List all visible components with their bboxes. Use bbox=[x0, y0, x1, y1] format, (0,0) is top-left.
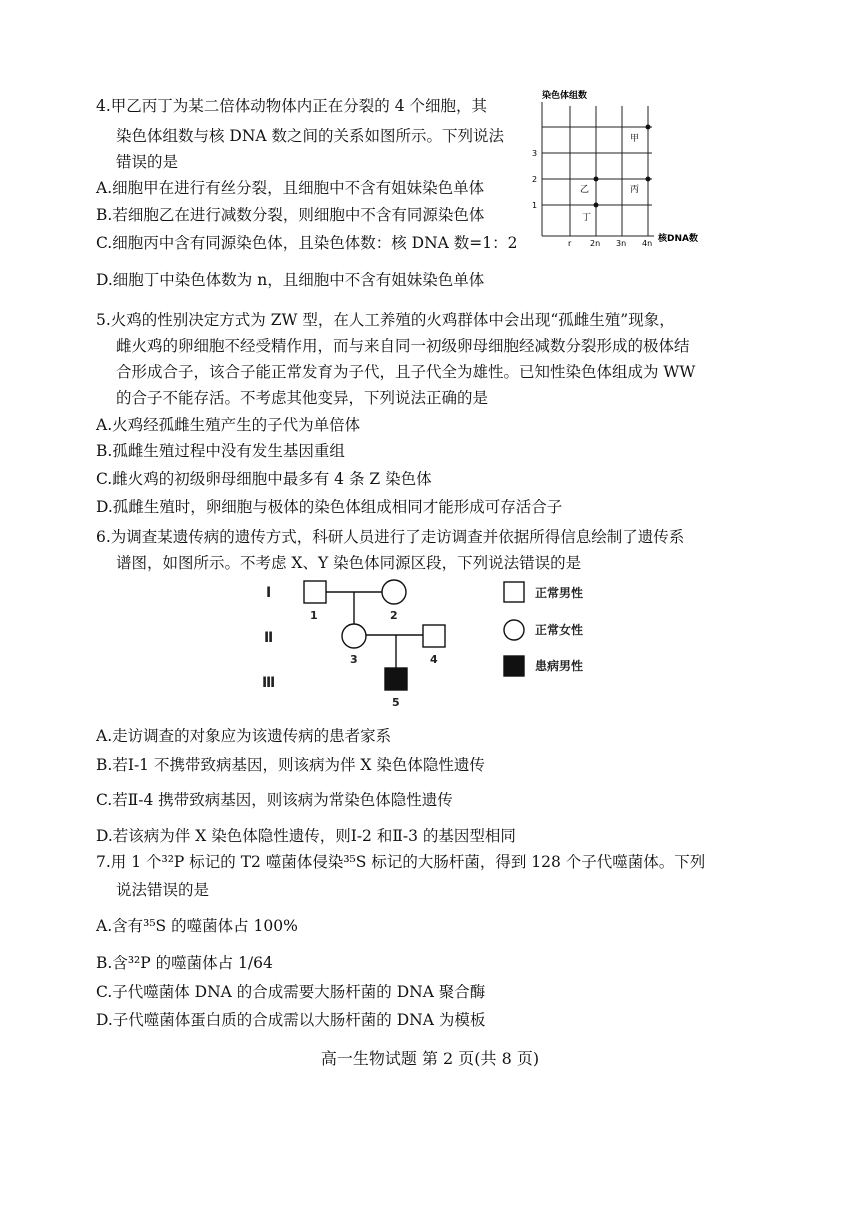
x-axis-label: 核DNA数 bbox=[658, 234, 698, 244]
id-2: 2 bbox=[390, 609, 398, 622]
legend-normal-female-icon bbox=[504, 620, 524, 640]
q7-option-a: A.含有³⁵S 的噬菌体占 100% bbox=[96, 917, 298, 935]
page-footer: 高一生物试题 第 2 页(共 8 页) bbox=[320, 1049, 540, 1068]
q7-option-b: B.含³²P 的噬菌体占 1/64 bbox=[96, 954, 273, 972]
q4-stem-line3: 错误的是 bbox=[116, 153, 179, 171]
legend-affected-male: 患病男性 bbox=[535, 659, 584, 673]
q5-stem-line4: 的合子不能存活。不考虑其他变异，下列说法正确的是 bbox=[116, 389, 489, 407]
legend-affected-male-icon bbox=[504, 656, 524, 676]
q6-stem-line1: 6.为调查某遗传病的遗传方式，科研人员进行了走访调查并依据所得信息绘制了遗传系 bbox=[96, 528, 685, 546]
generation-1: Ⅰ bbox=[266, 585, 272, 601]
q6-option-b: B.若Ⅰ-1 不携带致病基因，则该病为伴 X 染色体隐性遗传 bbox=[96, 756, 485, 774]
q4-stem-line1: 4.甲乙丙丁为某二倍体动物体内正在分裂的 4 个细胞，其 bbox=[96, 97, 488, 115]
id-1: 1 bbox=[310, 609, 318, 622]
id-5: 5 bbox=[392, 696, 400, 709]
individual-4-normal-male bbox=[423, 625, 445, 647]
q7-option-c: C.子代噬菌体 DNA 的合成需要大肠杆菌的 DNA 聚合酶 bbox=[96, 983, 486, 1001]
y-axis-label: 染色体组数 bbox=[542, 91, 588, 101]
q4-option-a: A.细胞甲在进行有丝分裂，且细胞中不含有姐妹染色单体 bbox=[96, 179, 485, 197]
legend-normal-male: 正常男性 bbox=[535, 586, 584, 600]
legend-normal-female: 正常女性 bbox=[535, 623, 584, 637]
individual-2-normal-female bbox=[382, 580, 406, 604]
q5-stem-line2: 雌火鸡的卵细胞不经受精作用，而与来自同一初级卵母细胞经减数分裂形成的极体结 bbox=[116, 337, 690, 355]
point-bing bbox=[646, 177, 651, 182]
q4-chart bbox=[530, 86, 720, 246]
q4-option-c: C.细胞丙中含有同源染色体，且染色体数：核 DNA 数=1：2 bbox=[96, 234, 518, 252]
x-tick-4n: 4n bbox=[642, 239, 653, 246]
q6-option-c: C.若Ⅱ-4 携带致病基因，则该病为常染色体隐性遗传 bbox=[96, 791, 453, 809]
q5-stem-line3: 合形成合子，该合子能正常发育为子代，且子代全为雄性。已知性染色体组成为 WW bbox=[116, 363, 696, 381]
legend-normal-male-icon bbox=[504, 582, 524, 602]
label-ding: 丁 bbox=[582, 213, 592, 223]
q5-option-d: D.孤雌生殖时，卵细胞与极体的染色体组成相同才能形成可存活合子 bbox=[96, 498, 563, 516]
q4-option-d: D.细胞丁中染色体数为 n，且细胞中不含有姐妹染色单体 bbox=[96, 271, 485, 289]
label-bing: 丙 bbox=[630, 185, 640, 195]
q5-stem-line1: 5.火鸡的性别决定方式为 ZW 型，在人工养殖的火鸡群体中会出现“孤雌生殖”现象， bbox=[96, 311, 675, 329]
point-jia bbox=[646, 125, 651, 130]
pedigree-chart bbox=[250, 572, 610, 712]
q6-option-a: A.走访调查的对象应为该遗传病的患者家系 bbox=[96, 727, 392, 745]
q6-stem-line2: 谱图，如图所示。不考虑 X、Y 染色体同源区段，下列说法错误的是 bbox=[116, 554, 582, 572]
individual-3-normal-female bbox=[342, 624, 366, 648]
id-3: 3 bbox=[350, 653, 358, 666]
q5-option-a: A.火鸡经孤雌生殖产生的子代为单倍体 bbox=[96, 416, 361, 434]
x-tick-r: r bbox=[568, 239, 572, 246]
individual-1-normal-male bbox=[304, 581, 326, 603]
q7-stem-line2: 说法错误的是 bbox=[116, 881, 210, 899]
q7-option-d: D.子代噬菌体蛋白质的合成需以大肠杆菌的 DNA 为模板 bbox=[96, 1011, 486, 1029]
q5-option-c: C.雌火鸡的初级卵母细胞中最多有 4 条 Z 染色体 bbox=[96, 470, 432, 488]
q7-stem-line1: 7.用 1 个³²P 标记的 T2 噬菌体侵染³⁵S 标记的大肠杆菌，得到 128 个子代噬菌体。下列 bbox=[96, 853, 706, 871]
q4-stem-line2: 染色体组数与核 DNA 数之间的关系如图所示。下列说法 bbox=[116, 127, 505, 145]
q5-option-b: B.孤雌生殖过程中没有发生基因重组 bbox=[96, 442, 345, 460]
id-4: 4 bbox=[430, 653, 438, 666]
point-yi bbox=[594, 177, 599, 182]
generation-3: Ⅲ bbox=[262, 675, 276, 691]
x-tick-3n: 3n bbox=[616, 239, 627, 246]
point-ding bbox=[594, 203, 599, 208]
generation-2: Ⅱ bbox=[264, 630, 274, 646]
y-tick-1: 1 bbox=[532, 201, 538, 210]
y-tick-3: 3 bbox=[532, 149, 538, 158]
label-jia: 甲 bbox=[630, 134, 640, 144]
label-yi: 乙 bbox=[580, 185, 590, 195]
x-tick-2n: 2n bbox=[590, 239, 601, 246]
q6-option-d: D.若该病为伴 X 染色体隐性遗传，则Ⅰ-2 和Ⅱ-3 的基因型相同 bbox=[96, 827, 516, 845]
q4-option-b: B.若细胞乙在进行减数分裂，则细胞中不含有同源染色体 bbox=[96, 206, 485, 224]
individual-5-affected-male bbox=[385, 668, 407, 690]
y-tick-2: 2 bbox=[532, 175, 538, 184]
